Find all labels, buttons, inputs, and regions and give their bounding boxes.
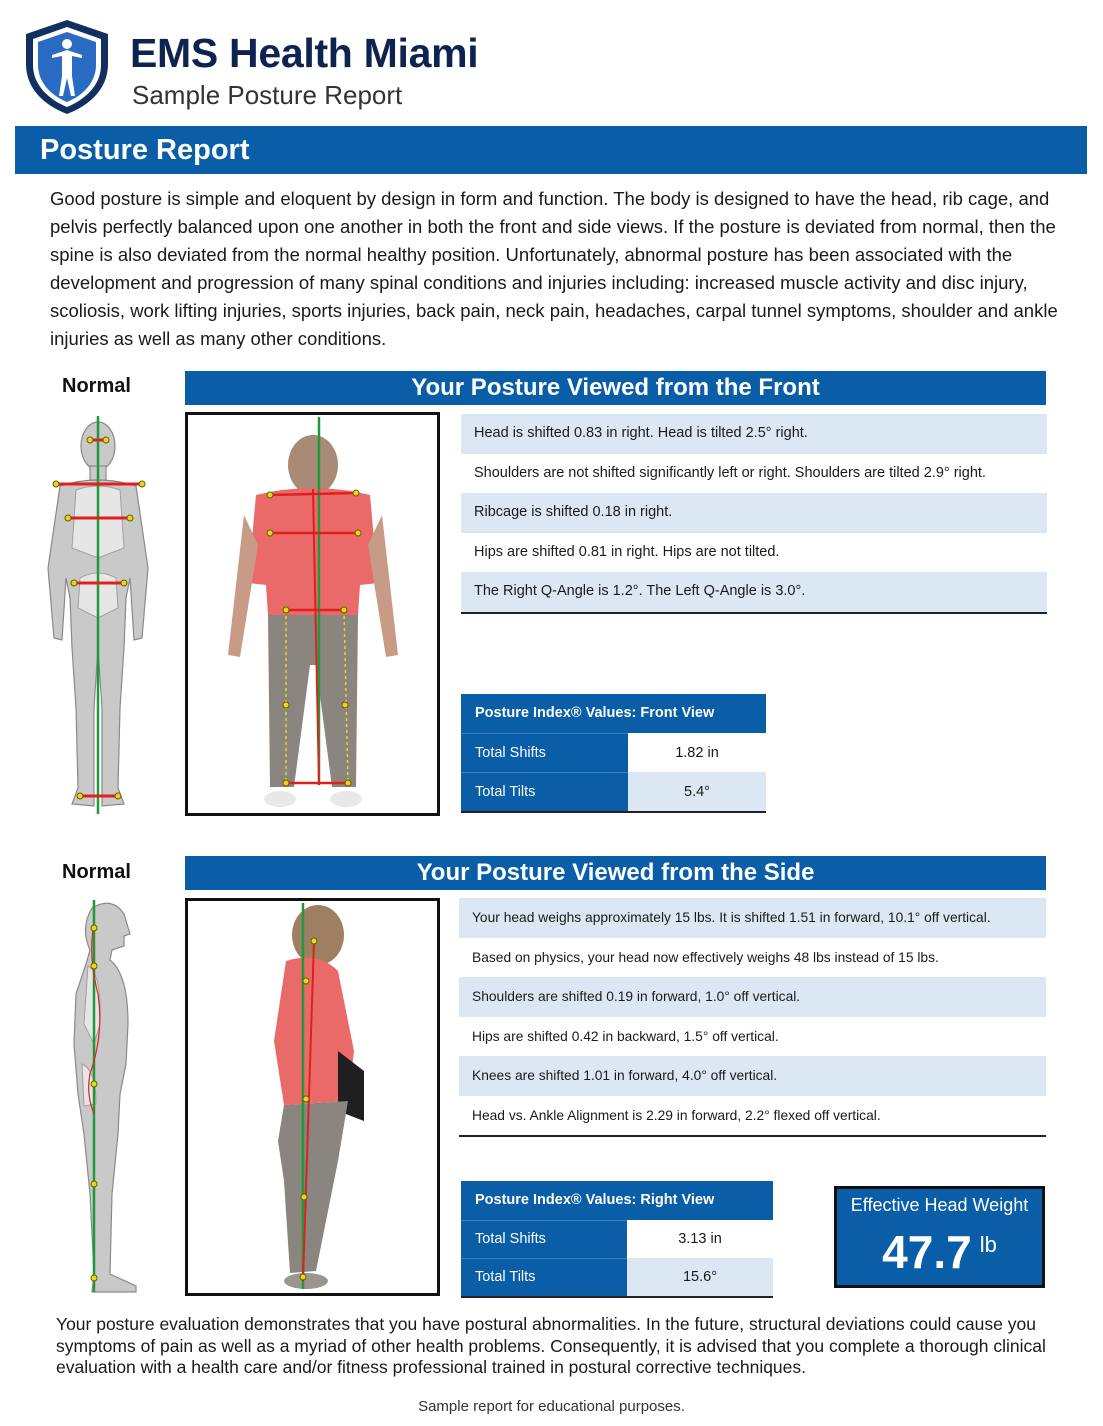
front-index-title: Posture Index® Values: Front View <box>461 694 766 733</box>
front-posture-index-table <box>461 694 766 813</box>
front-total-shifts-value: 1.82 in <box>675 744 719 761</box>
effective-head-weight-value: 47.7 <box>882 1226 972 1278</box>
side-finding-hips: Hips are shifted 0.42 in backward, 1.5° off vertical. <box>472 1028 779 1044</box>
side-total-shifts-label: Total Shifts <box>461 1220 627 1258</box>
front-finding-shoulders: Shoulders are not shifted significantly left or right. Shoulders are tilted 2.9° right. <box>474 464 986 481</box>
side-section-header: Your Posture Viewed from the Side <box>185 856 1046 890</box>
shield-logo-icon <box>22 18 112 116</box>
report-subtitle: Sample Posture Report <box>132 80 403 110</box>
side-total-shifts-value: 3.13 in <box>678 1231 722 1247</box>
footer-note: Sample report for educational purposes. <box>418 1398 685 1415</box>
effective-head-weight-unit: lb <box>979 1232 997 1257</box>
side-finding-knees: Knees are shifted 1.01 in forward, 4.0° off vertical. <box>459 1056 1046 1096</box>
front-section-header: Your Posture Viewed from the Front <box>185 371 1046 405</box>
side-finding-head-ankle: Head vs. Ankle Alignment is 2.29 in forward, 2.2° flexed off vertical. <box>472 1107 881 1123</box>
normal-side-figure <box>62 894 142 1298</box>
front-index-divider <box>461 811 766 813</box>
front-normal-label: Normal <box>62 375 131 397</box>
front-total-shifts-label: Total Shifts <box>461 733 628 772</box>
side-posture-photo <box>185 898 440 1296</box>
front-posture-photo <box>185 412 440 816</box>
front-finding-head: Head is shifted 0.83 in right. Head is tilted 2.5° right. <box>461 414 1047 454</box>
normal-front-figure <box>38 408 158 818</box>
intro-paragraph: Good posture is simple and eloquent by design in form and function. The body is designed to have the head, rib cage, and pelvis perfectly balanced upon one another in both the front and side views. If the posture is deviated from normal, then the spine is also deviated from the normal healthy position. Unfortunately, abnormal posture has been associated with the development and progression of many spinal conditions and injuries including: increased muscle activity and disc injury, scoliosis, work lifting injuries, sports injuries, back pain, neck pain, headaches, carpal tunnel symptoms, shoulder and ankle injuries as well as many other conditions. <box>50 188 1058 349</box>
front-total-tilts-value: 5.4° <box>628 772 766 811</box>
side-findings-list <box>459 898 1046 1137</box>
side-findings-divider <box>459 1135 1046 1137</box>
front-total-tilts-label: Total Tilts <box>461 772 628 811</box>
front-findings-divider <box>461 612 1047 614</box>
org-name: EMS Health Miami <box>130 30 479 76</box>
side-total-tilts-label: Total Tilts <box>461 1258 627 1296</box>
front-finding-hips: Hips are shifted 0.81 in right. Hips are not tilted. <box>474 543 780 560</box>
side-total-tilts-value: 15.6° <box>627 1258 773 1296</box>
effective-head-weight-box <box>834 1186 1045 1288</box>
page-title: Posture Report <box>40 134 250 166</box>
front-findings-list <box>461 414 1047 614</box>
side-normal-label: Normal <box>62 861 131 883</box>
side-index-divider <box>461 1296 773 1298</box>
front-finding-q-angle: The Right Q-Angle is 1.2°. The Left Q-Angle is 3.0°. <box>461 572 1047 612</box>
effective-head-weight-title: Effective Head Weight <box>850 1195 1029 1215</box>
title-bar <box>15 126 1087 174</box>
front-finding-ribcage: Ribcage is shifted 0.18 in right. <box>461 493 1047 533</box>
side-finding-shoulders: Shoulders are shifted 0.19 in forward, 1.0° off vertical. <box>459 977 1046 1017</box>
side-finding-effective-weight: Based on physics, your head now effectively weighs 48 lbs instead of 15 lbs. <box>472 949 939 965</box>
side-index-title: Posture Index® Values: Right View <box>461 1181 773 1220</box>
side-posture-index-table <box>461 1181 773 1298</box>
conclusion-paragraph: Your posture evaluation demonstrates that you have postural abnormalities. In the future, structural deviations could cause you symptoms of pain as well as a myriad of other health problems. Consequently, it is advised that you complete a thorough clinical evaluation with a health care and/or fitness professional trained in postural corrective techniques. <box>56 1314 1046 1377</box>
side-finding-head-weight: Your head weighs approximately 15 lbs. It is shifted 1.51 in forward, 10.1° off vertical. <box>459 898 1046 938</box>
